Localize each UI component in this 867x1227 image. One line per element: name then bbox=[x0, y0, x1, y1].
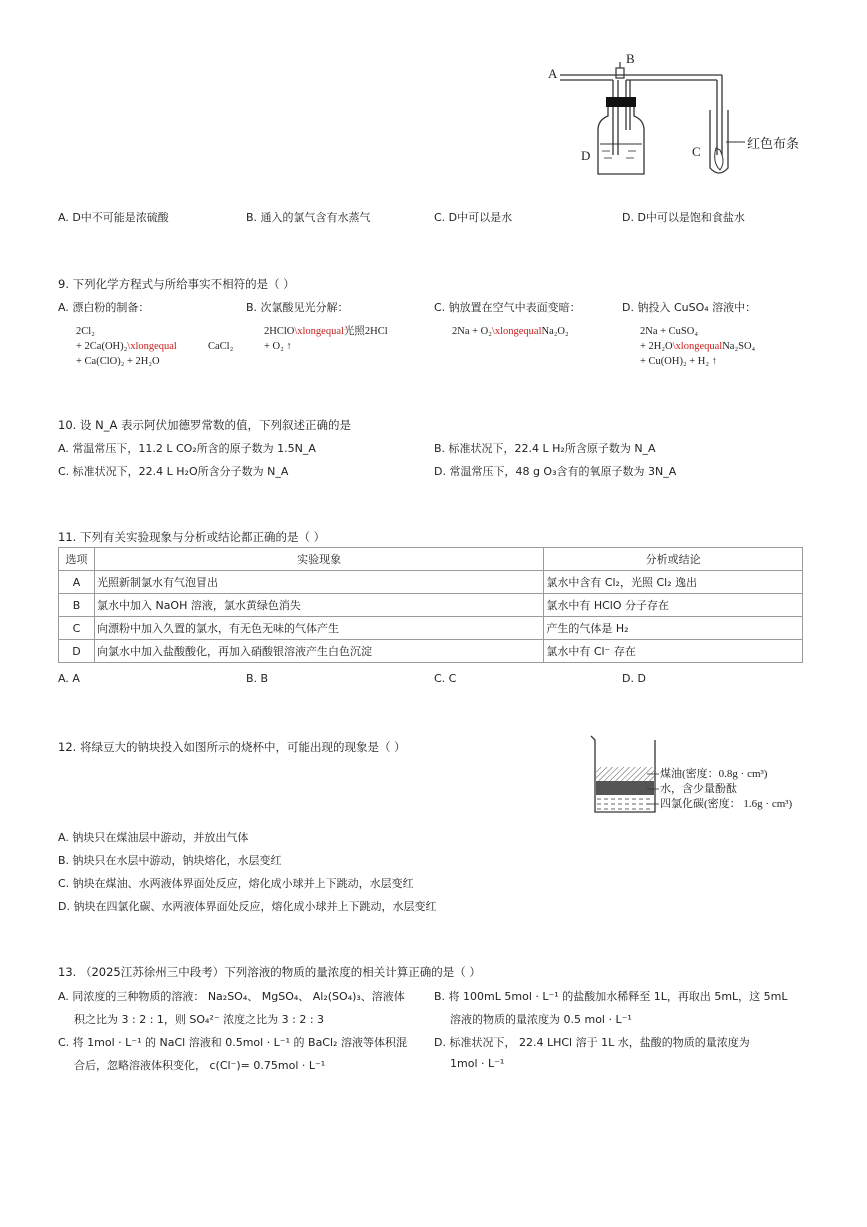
ccl4-label: 四氯化碳(密度： 1.6g · cm³) bbox=[660, 798, 793, 810]
q12-option-c[interactable]: C. 钠块在煤油、水两液体界面处反应，熔化成小球并上下跳动，水层变红 bbox=[58, 877, 414, 890]
q9-a-eq-line3: + Ca(ClO)₂ + 2H₂O bbox=[76, 356, 160, 367]
table-cell: C bbox=[59, 617, 95, 640]
q13-option-a-line2: 积之比为 3 : 2 : 1，则 SO₄²⁻ 浓度之比为 3 : 2 : 3 bbox=[74, 1013, 325, 1026]
q9-b-xlongequal: \xlongequal bbox=[294, 326, 344, 337]
q9-option-b[interactable]: B. 次氯酸见光分解： bbox=[246, 301, 349, 314]
q10-option-c[interactable]: C. 标准状况下，22.4 L H₂O所含分子数为 N_A bbox=[58, 465, 289, 478]
q13-option-b[interactable]: B. 将 100mL 5mol · L⁻¹ 的盐酸加水稀释至 1L，再取出 5mL，这 5mL bbox=[434, 990, 788, 1003]
label-cloth: 红色布条 bbox=[747, 137, 800, 152]
q11-option-b[interactable]: B. B bbox=[246, 672, 269, 685]
table-header-cell: 分析或结论 bbox=[544, 548, 803, 571]
q12-option-d[interactable]: D. 钠块在四氯化碳、水两液体界面处反应，熔化成小球并上下跳动，水层变红 bbox=[58, 900, 437, 913]
q9-a-xlongequal: \xlongequal bbox=[127, 341, 177, 352]
q11-option-a[interactable]: A. A bbox=[58, 672, 80, 685]
table-cell: D bbox=[59, 640, 95, 663]
label-c: C bbox=[692, 144, 701, 159]
q9-d-eq-line2: + 2H₂O\xlongequalNa₂SO₄ bbox=[640, 341, 756, 352]
q13-stem: 13. （2025江苏徐州三中段考）下列溶液的物质的量浓度的相关计算正确的是（ ） bbox=[58, 965, 481, 979]
q8-option-c[interactable]: C. D中可以是水 bbox=[434, 211, 513, 224]
q9-stem: 9. 下列化学方程式与所给事实不相符的是（ ） bbox=[58, 277, 295, 291]
experiment-table bbox=[58, 547, 803, 663]
q12-option-a[interactable]: A. 钠块只在煤油层中游动，并放出气体 bbox=[58, 831, 249, 844]
table-cell: 向漂粉中加入久置的氯水，有无色无味的气体产生 bbox=[94, 617, 543, 640]
table-row bbox=[59, 571, 803, 594]
q10-option-b[interactable]: B. 标准状况下，22.4 L H₂所含原子数为 N_A bbox=[434, 442, 656, 455]
water-label: 水，含少量酚酞 bbox=[660, 783, 737, 795]
q9-d-xlongequal: \xlongequal bbox=[672, 341, 723, 352]
q10-option-a[interactable]: A. 常温常压下，11.2 L CO₂所含的原子数为 1.5N_A bbox=[58, 442, 316, 455]
q8-option-b[interactable]: B. 通入的氯气含有水蒸气 bbox=[246, 211, 371, 224]
table-cell: 氯水中有 Cl⁻ 存在 bbox=[544, 640, 803, 663]
q13-option-d[interactable]: D. 标准状况下， 22.4 LHCl 溶于 1L 水，盐酸的物质的量浓度为 bbox=[434, 1036, 750, 1049]
q8-option-a[interactable]: A. D中不可能是浓硫酸 bbox=[58, 211, 169, 224]
q12-option-b[interactable]: B. 钠块只在水层中游动，钠块熔化，水层变红 bbox=[58, 854, 282, 867]
q13-option-c[interactable]: C. 将 1mol · L⁻¹ 的 NaCl 溶液和 0.5mol · L⁻¹ 的 BaCl₂ 溶液等体积混 bbox=[58, 1036, 407, 1049]
q9-d-eq-line1: 2Na + CuSO₄ bbox=[640, 326, 699, 337]
q9-option-c[interactable]: C. 钠放置在空气中表面变暗： bbox=[434, 301, 581, 314]
q11-stem: 11. 下列有关实验现象与分析或结论都正确的是（ ） bbox=[58, 530, 326, 544]
q9-option-d[interactable]: D. 钠投入 CuSO₄ 溶液中： bbox=[622, 301, 757, 314]
table-header-row bbox=[59, 548, 803, 571]
q12-stem: 12. 将绿豆大的钠块投入如图所示的烧杯中，可能出现的现象是（ ） bbox=[58, 740, 406, 754]
table-cell: 氯水中有 HClO 分子存在 bbox=[544, 594, 803, 617]
label-d: D bbox=[581, 148, 591, 163]
q13-option-b-line2: 溶液的物质的量浓度为 0.5 mol · L⁻¹ bbox=[450, 1013, 632, 1026]
table-header-cell: 实验现象 bbox=[94, 548, 543, 571]
label-a: A bbox=[548, 66, 558, 81]
q9-c-eq: 2Na + O₂\xlongequalNa₂O₂ bbox=[452, 326, 569, 337]
beaker-figure bbox=[585, 732, 815, 817]
table-row bbox=[59, 617, 803, 640]
q9-a-eq-line2: + 2Ca(OH)₂\xlongequal bbox=[76, 341, 177, 352]
q13-option-a[interactable]: A. 同浓度的三种物质的溶液： Na₂SO₄、 MgSO₄、 Al₂(SO₄)₃、溶液体 bbox=[58, 990, 405, 1003]
table-header-cell: 选项 bbox=[59, 548, 95, 571]
q9-c-xlongequal: \xlongequal bbox=[491, 326, 542, 337]
table-cell: A bbox=[59, 571, 95, 594]
q8-option-d[interactable]: D. D中可以是饱和食盐水 bbox=[622, 211, 745, 224]
q13-option-d-line2: 1mol · L⁻¹ bbox=[450, 1057, 505, 1070]
q9-option-a[interactable]: A. 漂白粉的制备： bbox=[58, 301, 150, 314]
table-row bbox=[59, 594, 803, 617]
q9-a-eq-right: CaCl₂ bbox=[208, 341, 234, 352]
gas-apparatus-figure bbox=[540, 50, 820, 185]
q11-option-c[interactable]: C. C bbox=[434, 672, 457, 685]
table-cell: 氯水中加入 NaOH 溶液，氯水黄绿色消失 bbox=[94, 594, 543, 617]
q9-a-eq-line1: 2Cl₂ bbox=[76, 326, 95, 337]
q10-option-d[interactable]: D. 常温常压下，48 g O₃含有的氧原子数为 3N_A bbox=[434, 465, 677, 478]
table-cell: 向氯水中加入盐酸酸化，再加入硝酸银溶液产生白色沉淀 bbox=[94, 640, 543, 663]
q9-b-eq-line2: + O₂ ↑ bbox=[264, 341, 292, 352]
q11-option-d[interactable]: D. D bbox=[622, 672, 646, 685]
oil-label: 煤油(密度：0.8g · cm³) bbox=[660, 768, 768, 780]
table-cell: 氯水中含有 Cl₂，光照 Cl₂ 逸出 bbox=[544, 571, 803, 594]
q13-option-c-line2: 合后，忽略溶液体积变化， c(Cl⁻)= 0.75mol · L⁻¹ bbox=[74, 1059, 326, 1072]
q9-d-eq-line3: + Cu(OH)₂ + H₂ ↑ bbox=[640, 356, 717, 367]
q10-stem: 10. 设 N_A 表示阿伏加德罗常数的值，下列叙述正确的是 bbox=[58, 418, 351, 432]
label-b: B bbox=[626, 51, 635, 66]
q9-b-eq-line1: 2HClO\xlongequal光照2HCl bbox=[264, 326, 388, 337]
table-cell: B bbox=[59, 594, 95, 617]
table-cell: 产生的气体是 H₂ bbox=[544, 617, 803, 640]
table-cell: 光照新制氯水有气泡冒出 bbox=[94, 571, 543, 594]
table-row bbox=[59, 640, 803, 663]
